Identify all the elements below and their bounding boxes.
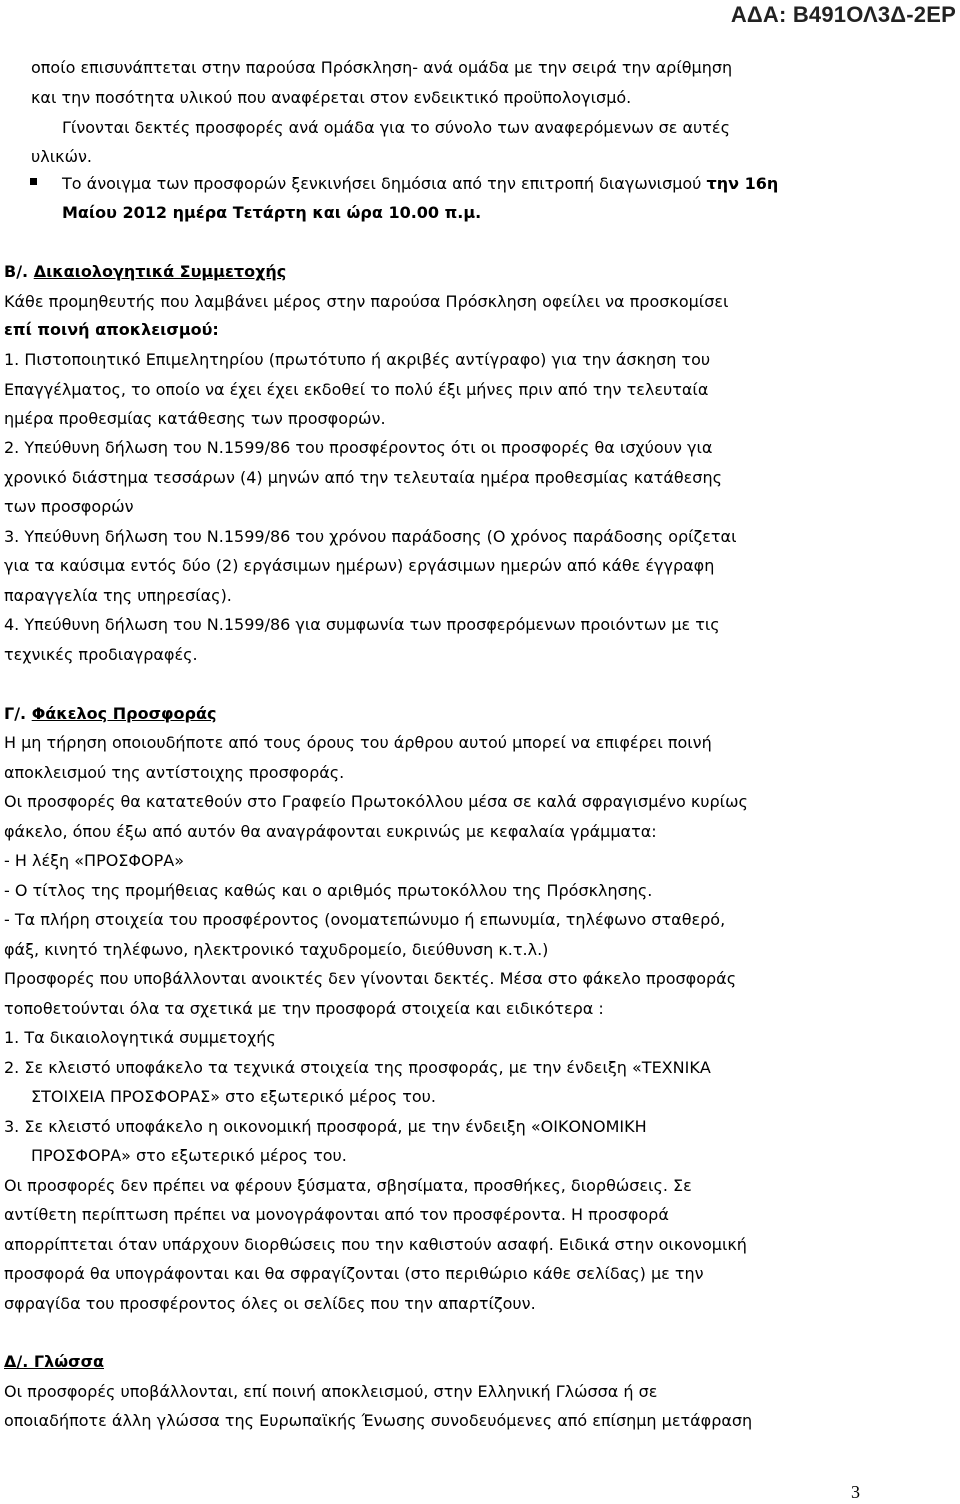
section-g-title: Φάκελος Προσφοράς bbox=[31, 704, 217, 723]
opening-date: την 16η bbox=[706, 174, 779, 193]
section-g-line: - Η λέξη «ΠΡΟΣΦΟΡΑ» bbox=[4, 851, 184, 870]
section-d-line: Οι προσφορές υποβάλλονται, επί ποινή αποκλεισμού, στην Ελληνική Γλώσσα ή σε bbox=[4, 1382, 658, 1401]
list-item: ημέρα προθεσμίας κατάθεσης των προσφορών. bbox=[4, 409, 386, 428]
opening-date-line: Μαίου 2012 ημέρα Τετάρτη και ώρα 10.00 π.μ. bbox=[62, 203, 482, 222]
section-g-line: - Τα πλήρη στοιχεία του προσφέροντος (ονοματεπώνυμο ή επωνυμία, τηλέφωνο σταθερό, bbox=[4, 910, 726, 929]
section-g-line: Οι προσφορές δεν πρέπει να φέρουν ξύσματα, σβησίματα, προσθήκες, διορθώσεις. Σε bbox=[4, 1176, 692, 1195]
list-item: για τα καύσιμα εντός δύο (2) εργάσιμων ημέρων) εργάσιμων ημερών από κάθε έγγραφη bbox=[4, 556, 715, 575]
opening-line bbox=[62, 174, 778, 194]
list-item: παραγγελία της υπηρεσίας). bbox=[4, 586, 232, 605]
section-d-title: Δ/. Γλώσσα bbox=[4, 1352, 105, 1371]
section-g-line: τοποθετούνται όλα τα σχετικά με την προσφορά στοιχεία και ειδικότερα : bbox=[4, 999, 604, 1018]
section-g-line: 3. Σε κλειστό υποφάκελο η οικονομική προσφορά, με την ένδειξη «ΟΙΚΟΝΟΜΙΚΗ bbox=[4, 1117, 647, 1136]
list-item: χρονικό διάστημα τεσσάρων (4) μηνών από την τελευταία ημέρα προθεσμίας κατάθεσης bbox=[4, 468, 722, 487]
ada-code: ΑΔΑ: Β491ΟΛ3Δ-2ΕΡ bbox=[730, 2, 956, 27]
intro-line: Γίνονται δεκτές προσφορές ανά ομάδα για το σύνολο των αναφερόμενων σε αυτές bbox=[62, 118, 730, 137]
square-bullet-icon bbox=[30, 178, 37, 185]
section-g-line: σφραγίδα του προσφέροντος όλες οι σελίδες που την απαρτίζουν. bbox=[4, 1294, 536, 1313]
section-b-text: Κάθε προμηθευτής που λαμβάνει μέρος στην παρούσα Πρόσκληση οφείλει να προσκομίσει bbox=[4, 292, 729, 311]
section-g-line: ΠΡΟΣΦΟΡΑ» στο εξωτερικό μέρος του. bbox=[31, 1146, 347, 1165]
section-g-line: προσφορά θα υπογράφονται και θα σφραγίζονται (στο περιθώριο κάθε σελίδας) με την bbox=[4, 1264, 704, 1283]
opening-text: Το άνοιγμα των προσφορών ξενκινήσει δημόσια από την επιτροπή διαγωνισμού bbox=[62, 174, 707, 193]
section-g-line: 1. Τα δικαιολογητικά συμμετοχής bbox=[4, 1028, 276, 1047]
section-g-line: Η μη τήρηση οποιουδήποτε από τους όρους του άρθρου αυτού μπορεί να επιφέρει ποινή bbox=[4, 733, 712, 752]
section-g-line: ΣΤΟΙΧΕΙΑ ΠΡΟΣΦΟΡΑΣ» στο εξωτερικό μέρος του. bbox=[31, 1087, 436, 1106]
section-g-prefix: Γ/. bbox=[4, 704, 32, 723]
intro-line: και την ποσότητα υλικού που αναφέρεται στον ενδεικτικό προϋπολογισμό. bbox=[31, 88, 632, 107]
list-item: Επαγγέλματος, το οποίο να έχει έχει εκδοθεί το πολύ έξι μήνες πριν από την τελευταία bbox=[4, 380, 709, 399]
section-g-line: αποκλεισμού της αντίστοιχης προσφοράς. bbox=[4, 763, 345, 782]
section-b-prefix: Β/. bbox=[4, 262, 34, 281]
section-g-line: Προσφορές που υποβάλλονται ανοικτές δεν γίνονται δεκτές. Μέσα στο φάκελο προσφοράς bbox=[4, 969, 737, 988]
list-item: 1. Πιστοποιητικό Επιμελητηρίου (πρωτότυπο ή ακριβές αντίγραφο) για την άσκηση του bbox=[4, 350, 711, 369]
section-g-heading bbox=[4, 704, 216, 724]
list-item: 4. Υπεύθυνη δήλωση του Ν.1599/86 για συμφωνία των προσφερόμενων προιόντων με τις bbox=[4, 615, 720, 634]
list-item: τεχνικές προδιαγραφές. bbox=[4, 645, 198, 664]
intro-line: υλικών. bbox=[31, 147, 92, 166]
list-item: 2. Υπεύθυνη δήλωση του Ν.1599/86 του προσφέροντος ότι οι προσφορές θα ισχύουν για bbox=[4, 438, 713, 457]
intro-line: οποίο επισυνάπτεται στην παρούσα Πρόσκληση- ανά ομάδα με την σειρά την αρίθμηση bbox=[31, 58, 733, 77]
section-g-line: αντίθετη περίπτωση πρέπει να μονογράφονται από τον προσφέροντα. Η προσφορά bbox=[4, 1205, 669, 1224]
section-b-heading bbox=[4, 262, 286, 282]
section-d-line: οποιαδήποτε άλλη γλώσσα της Ευρωπαϊκής Ένωσης συνοδευόμενες από επίσημη μετάφραση bbox=[4, 1411, 753, 1430]
section-b-title: Δικαιολογητικά Συμμετοχής bbox=[33, 262, 287, 281]
list-item: 3. Υπεύθυνη δήλωση του Ν.1599/86 του χρόνου παράδοσης (Ο χρόνος παράδοσης ορίζεται bbox=[4, 527, 737, 546]
section-g-line: - Ο τίτλος της προμήθειας καθώς και ο αριθμός πρωτοκόλλου της Πρόσκλησης. bbox=[4, 881, 653, 900]
page-number: 3 bbox=[851, 1482, 860, 1502]
section-g-line: φάξ, κινητό τηλέφωνο, ηλεκτρονικό ταχυδρομείο, διεύθυνση κ.τ.λ.) bbox=[4, 940, 549, 959]
section-g-line: Οι προσφορές θα κατατεθούν στο Γραφείο Πρωτοκόλλου μέσα σε καλά σφραγισμένο κυρίως bbox=[4, 792, 748, 811]
list-item: των προσφορών bbox=[4, 497, 134, 516]
section-g-line: φάκελο, όπου έξω από αυτόν θα αναγράφονται ευκρινώς με κεφαλαία γράμματα: bbox=[4, 822, 657, 841]
section-g-line: 2. Σε κλειστό υποφάκελο τα τεχνικά στοιχεία της προσφοράς, με την ένδειξη «ΤΕΧΝΙΚΑ bbox=[4, 1058, 711, 1077]
section-b-text: επί ποινή αποκλεισμού: bbox=[4, 320, 219, 339]
section-g-line: απορρίπτεται όταν υπάρχουν διορθώσεις που την καθιστούν ασαφή. Ειδικά στην οικονομική bbox=[4, 1235, 747, 1254]
